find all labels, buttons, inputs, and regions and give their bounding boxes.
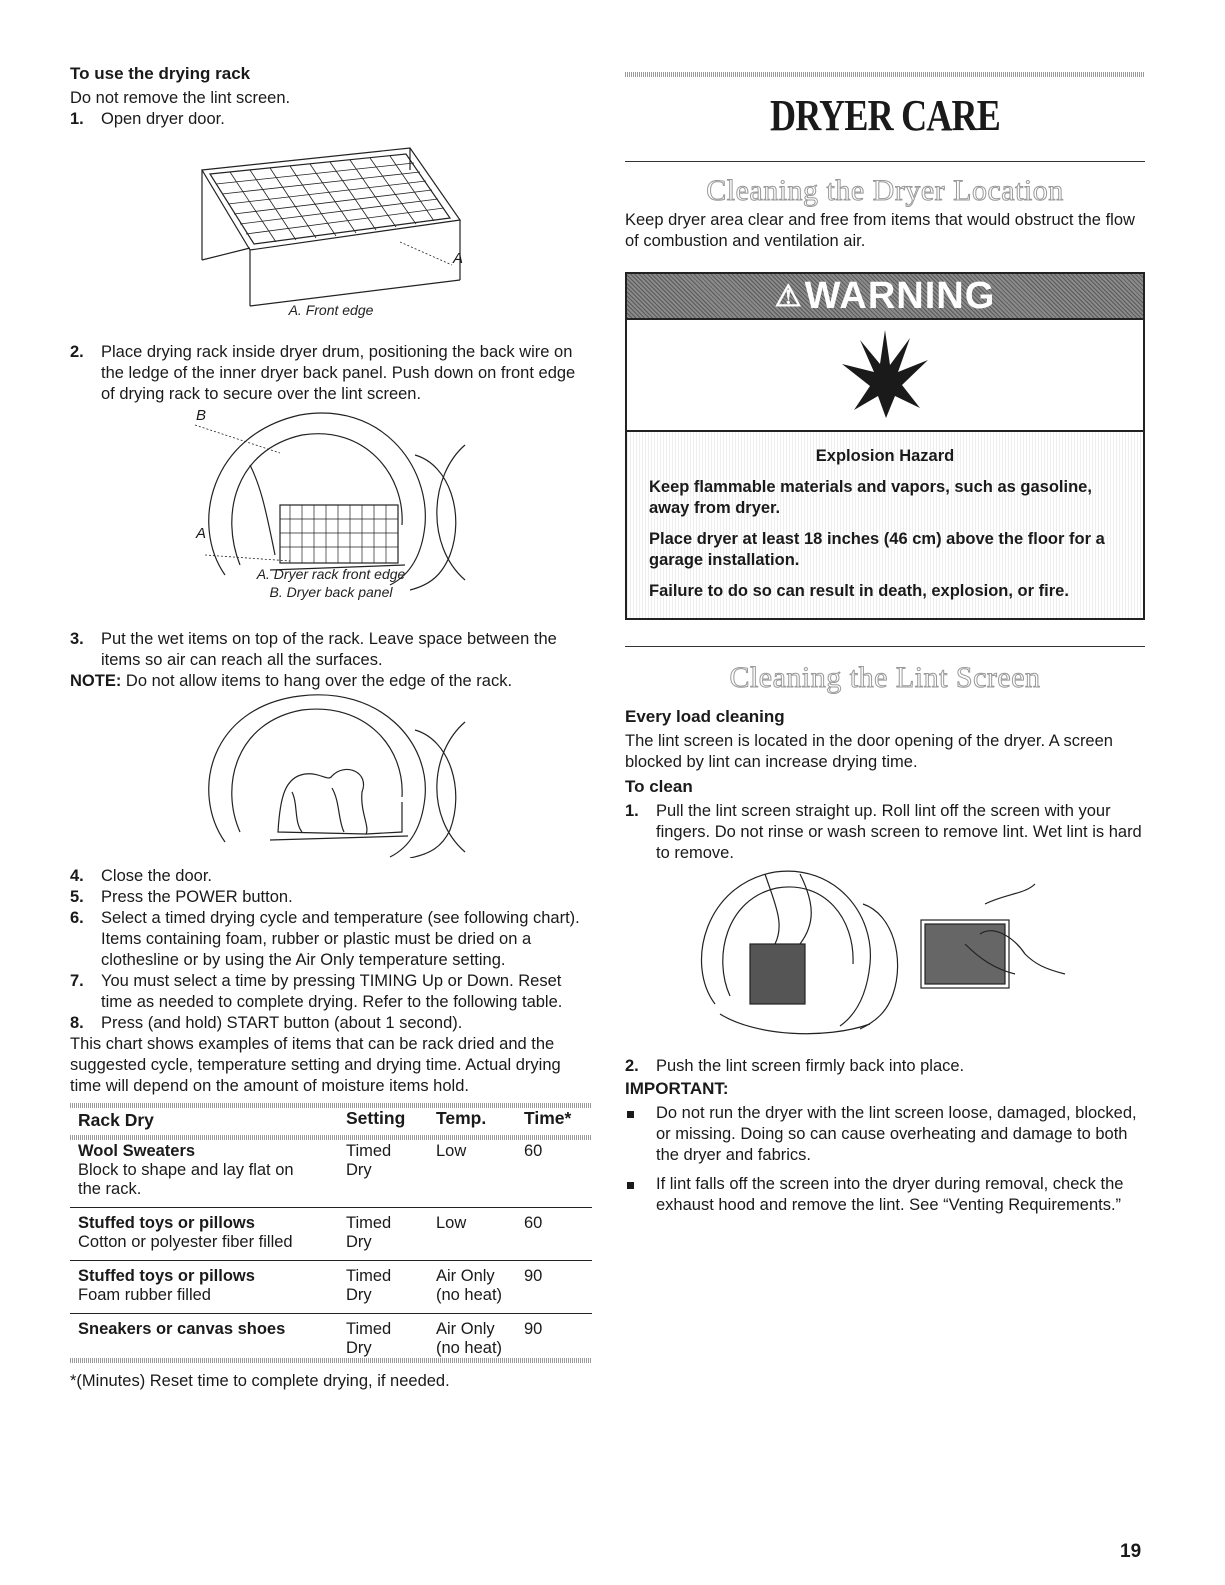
step-2	[70, 342, 592, 405]
row-item: Stuffed toys or pillows	[78, 1267, 255, 1285]
row-setting-2: Dry	[346, 1286, 372, 1304]
fig1-caption: A. Front edge	[288, 302, 374, 318]
row-time: 90	[524, 1267, 543, 1285]
table-footnote: *(Minutes) Reset time to complete drying, if needed.	[70, 1372, 450, 1390]
table-row	[70, 1140, 592, 1208]
row-setting: Timed	[346, 1320, 392, 1338]
important-bullet-1	[625, 1103, 1145, 1166]
note	[70, 671, 592, 692]
warning-label: WARNING	[804, 274, 996, 317]
title-top-rule	[625, 72, 1145, 77]
hazard-line-1: Keep flammable materials and vapors, such as gasoline, away from dryer.	[649, 478, 1092, 517]
bullet-text: Do not run the dryer with the lint screen loose, damaged, blocked, or missing. Doing so can cause overheating and damage to both the dryer and fabrics.	[656, 1104, 1137, 1164]
items-on-rack-drawing	[70, 692, 592, 858]
more-steps	[70, 866, 592, 1034]
step-1	[70, 109, 592, 130]
chart-intro: This chart shows examples of items that can be rack dried and the suggested cycle, temperature setting and drying time. Actual drying time will depend on the amount of moisture items hold.	[70, 1035, 561, 1095]
header-temp: Temp.	[436, 1108, 487, 1128]
drying-rack-drawing	[70, 130, 592, 320]
step-text: Select a timed drying cycle and temperature (see following chart). Items containing foam, rubber or plastic must be dried on a clothesline or by using the Air Only temperature setting.	[101, 909, 580, 969]
row-setting: Timed	[346, 1142, 392, 1160]
fig2-captions	[70, 565, 592, 601]
page-number: 19	[1120, 1541, 1142, 1562]
table-row	[70, 1261, 592, 1314]
hazard-title: Explosion Hazard	[815, 447, 955, 465]
step-number: 4.	[70, 867, 84, 885]
step-7	[70, 971, 592, 1013]
important-bullet-2	[625, 1174, 1145, 1216]
hazard-line-3: Failure to do so can result in death, explosion, or fire.	[649, 582, 1069, 600]
rack-dry-table	[70, 1108, 592, 1135]
warning-box	[625, 272, 1145, 620]
bullet-text: If lint falls off the screen into the dryer during removal, check the exhaust hood and remove the lint. See “Venting Requirements.”	[656, 1175, 1124, 1214]
note-label: NOTE:	[70, 672, 122, 690]
step-text: You must select a time by pressing TIMING Up or Down. Reset time as needed to complete drying. Refer to the following table.	[101, 972, 563, 1011]
explosion-icon	[840, 330, 930, 420]
step-8	[70, 1013, 592, 1034]
step-number: 1.	[625, 802, 639, 820]
row-time: 60	[524, 1214, 543, 1232]
section1-text: Keep dryer area clear and free from items that would obstruct the flow of combustion and ventilation air.	[625, 211, 1135, 250]
step-number: 1.	[70, 110, 84, 128]
drying-rack-illustration	[70, 130, 592, 320]
bullet-icon	[625, 1174, 656, 1216]
page-title: DRYER CARE	[769, 91, 1001, 140]
every-load-heading: Every load cleaning	[625, 707, 785, 726]
fig2-caption-a: A. Dryer rack front edge	[256, 566, 406, 582]
every-load-text: The lint screen is located in the door opening of the dryer. A screen blocked by lint can increase drying time.	[625, 732, 1113, 771]
row-item: Wool Sweaters	[78, 1142, 196, 1160]
fig2-caption-b: B. Dryer back panel	[269, 584, 393, 600]
step-text: Place drying rack inside dryer drum, positioning the back wire on the ledge of the inner dryer back panel. Push down on front edge of drying rack to secure over the lint screen.	[101, 343, 576, 403]
note-text: Do not allow items to hang over the edge of the rack.	[121, 672, 513, 690]
row-setting-2: Dry	[346, 1161, 372, 1179]
left-column	[70, 64, 592, 1392]
rack-in-dryer-illustration	[70, 405, 592, 623]
fig1-label-a: A	[453, 250, 464, 267]
step-text: Pull the lint screen straight up. Roll lint off the screen with your fingers. Do not rinse or wash screen to remove lint. Wet lint is hard to remove.	[656, 802, 1142, 862]
table-bottom-rule	[70, 1358, 592, 1363]
step-3	[70, 629, 592, 671]
table-row	[70, 1314, 592, 1359]
clean-step-1	[625, 801, 1145, 864]
bullet-icon	[625, 1103, 656, 1166]
lint-screen-drawing	[625, 864, 1145, 1042]
header-time: Time*	[524, 1108, 572, 1128]
warning-body	[627, 432, 1143, 618]
intro-text: Do not remove the lint screen.	[70, 89, 291, 107]
fig2-label-b: B	[196, 407, 207, 424]
step-text: Press the POWER button.	[101, 888, 293, 906]
warning-header	[627, 274, 1143, 318]
row-setting: Timed	[346, 1214, 392, 1232]
fig2-label-a: A	[196, 525, 207, 542]
rack-dry-table-body	[70, 1140, 592, 1358]
drying-rack-heading: To use the drying rack	[70, 64, 251, 83]
row-desc: Foam rubber filled	[78, 1286, 211, 1304]
row-desc: Block to shape and lay flat on the rack.	[78, 1161, 294, 1198]
clean-step-2	[625, 1056, 1145, 1077]
row-temp-2: (no heat)	[436, 1339, 503, 1357]
row-temp: Air Only	[436, 1320, 495, 1338]
row-setting-2: Dry	[346, 1339, 372, 1357]
section2-top-rule	[625, 646, 1145, 647]
items-on-rack-illustration	[70, 692, 592, 858]
step-text: Press (and hold) START button (about 1 second).	[101, 1014, 463, 1032]
step-5	[70, 887, 592, 908]
lint-screen-illustration	[625, 864, 1145, 1042]
row-temp-2: (no heat)	[436, 1286, 503, 1304]
row-setting-2: Dry	[346, 1233, 372, 1251]
explosion-symbol-area	[627, 318, 1143, 432]
row-time: 60	[524, 1142, 543, 1160]
table-header-row	[70, 1108, 592, 1135]
right-column	[625, 64, 1145, 1216]
step-number: 6.	[70, 909, 84, 927]
hazard-line-2: Place dryer at least 18 inches (46 cm) above the floor for a garage installation.	[649, 530, 1105, 569]
row-item: Sneakers or canvas shoes	[78, 1320, 286, 1338]
step-text: Push the lint screen firmly back into place.	[656, 1057, 965, 1075]
warning-triangle-icon: ⚠	[774, 279, 803, 313]
title-bottom-rule	[625, 161, 1145, 162]
step-text: Put the wet items on top of the rack. Leave space between the items so air can reach all the surfaces.	[101, 630, 557, 669]
row-setting: Timed	[346, 1267, 392, 1285]
row-temp: Low	[436, 1214, 467, 1232]
header-rack-dry: Rack Dry	[78, 1110, 154, 1130]
row-temp: Air Only	[436, 1267, 495, 1285]
row-item: Stuffed toys or pillows	[78, 1214, 255, 1232]
step-4	[70, 866, 592, 887]
section-title-dryer-location: Cleaning the Dryer Location	[706, 174, 1064, 207]
row-time: 90	[524, 1320, 543, 1338]
row-desc: Cotton or polyester fiber filled	[78, 1233, 293, 1251]
header-setting: Setting	[346, 1108, 406, 1128]
row-temp: Low	[436, 1142, 467, 1160]
step-text: Close the door.	[101, 867, 212, 885]
important-label: IMPORTANT:	[625, 1079, 729, 1098]
to-clean-heading: To clean	[625, 777, 693, 796]
step-number: 3.	[70, 630, 84, 648]
step-number: 7.	[70, 972, 84, 990]
section-title-lint-screen: Cleaning the Lint Screen	[729, 661, 1041, 694]
step-text: Open dryer door.	[101, 110, 225, 128]
step-number: 5.	[70, 888, 84, 906]
table-row	[70, 1208, 592, 1261]
step-number: 2.	[625, 1057, 639, 1075]
step-6	[70, 908, 592, 971]
step-number: 8.	[70, 1014, 84, 1032]
step-number: 2.	[70, 343, 84, 361]
